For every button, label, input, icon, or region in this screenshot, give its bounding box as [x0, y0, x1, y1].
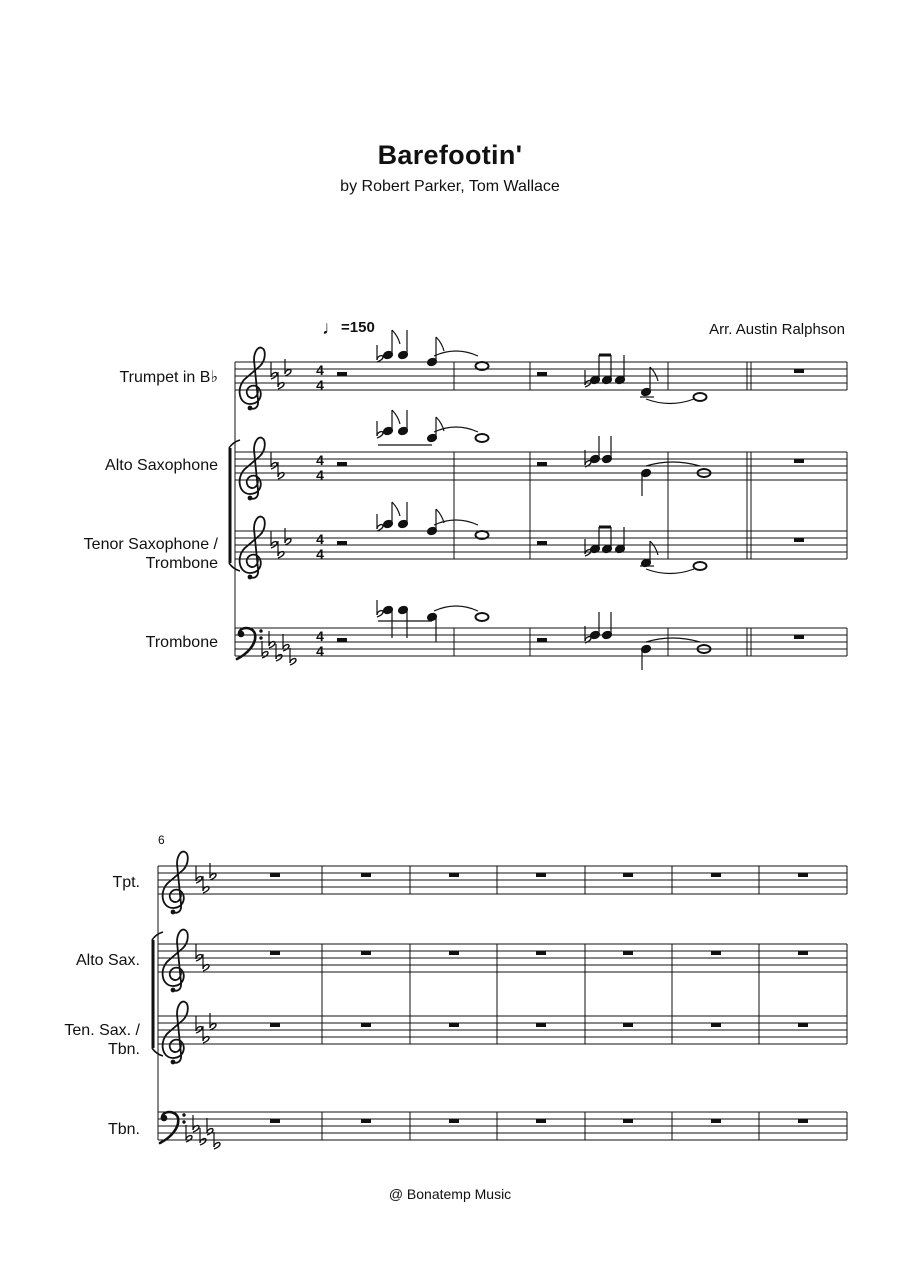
arranger-credit: Arr. Austin Ralphson — [709, 321, 845, 338]
notes-alto-sax — [377, 410, 711, 496]
instrument-label-line2: Tbn. — [107, 1041, 140, 1058]
svg-text:4: 4 — [316, 628, 324, 644]
tempo-value: =150 — [341, 319, 375, 336]
notes-trumpet — [377, 330, 707, 404]
instrument-label-line2: Trombone — [145, 555, 218, 572]
instrument-label-trumpet: Trumpet in B♭ — [119, 369, 218, 386]
svg-text:4: 4 — [316, 467, 324, 483]
time-signatures — [316, 362, 324, 659]
composer-credit: by Robert Parker, Tom Wallace — [340, 178, 560, 195]
clefs-system1 — [237, 348, 265, 659]
svg-text:4: 4 — [316, 643, 324, 659]
system2-barlines — [158, 866, 847, 1140]
svg-text:4: 4 — [316, 546, 324, 562]
staff-alto-system2 — [158, 944, 847, 972]
staff-tenor-system2 — [158, 1016, 847, 1044]
instrument-label-alto-sax: Alto Saxophone — [105, 457, 218, 474]
staff-tpt-system2 — [158, 866, 847, 894]
copyright-footer: @ Bonatemp Music — [388, 1186, 512, 1202]
measure-number: 6 — [158, 833, 165, 847]
key-signatures-system1 — [262, 359, 296, 665]
instrument-label-tbn: Tbn. — [107, 1121, 140, 1138]
svg-text:4: 4 — [316, 452, 324, 468]
instrument-label-trombone: Trombone — [145, 634, 218, 651]
staff-trombone-system2 — [158, 1112, 847, 1140]
svg-text:4: 4 — [316, 362, 324, 378]
clefs-system2 — [160, 852, 188, 1143]
rests-system2 — [270, 873, 808, 1123]
quarter-note-icon: ♩ — [322, 318, 341, 339]
score-title: Barefootin' — [377, 140, 523, 170]
key-signatures-system2 — [186, 863, 220, 1149]
system1-barlines — [235, 362, 847, 656]
instrument-label-tpt: Tpt. — [112, 874, 140, 891]
instrument-label-line1: Ten. Sax. / — [64, 1022, 140, 1039]
instrument-label-line1: Tenor Saxophone / — [83, 536, 218, 553]
svg-text:4: 4 — [316, 377, 324, 393]
svg-text:4: 4 — [316, 531, 324, 547]
instrument-label-alto-sax-short: Alto Sax. — [75, 952, 140, 969]
